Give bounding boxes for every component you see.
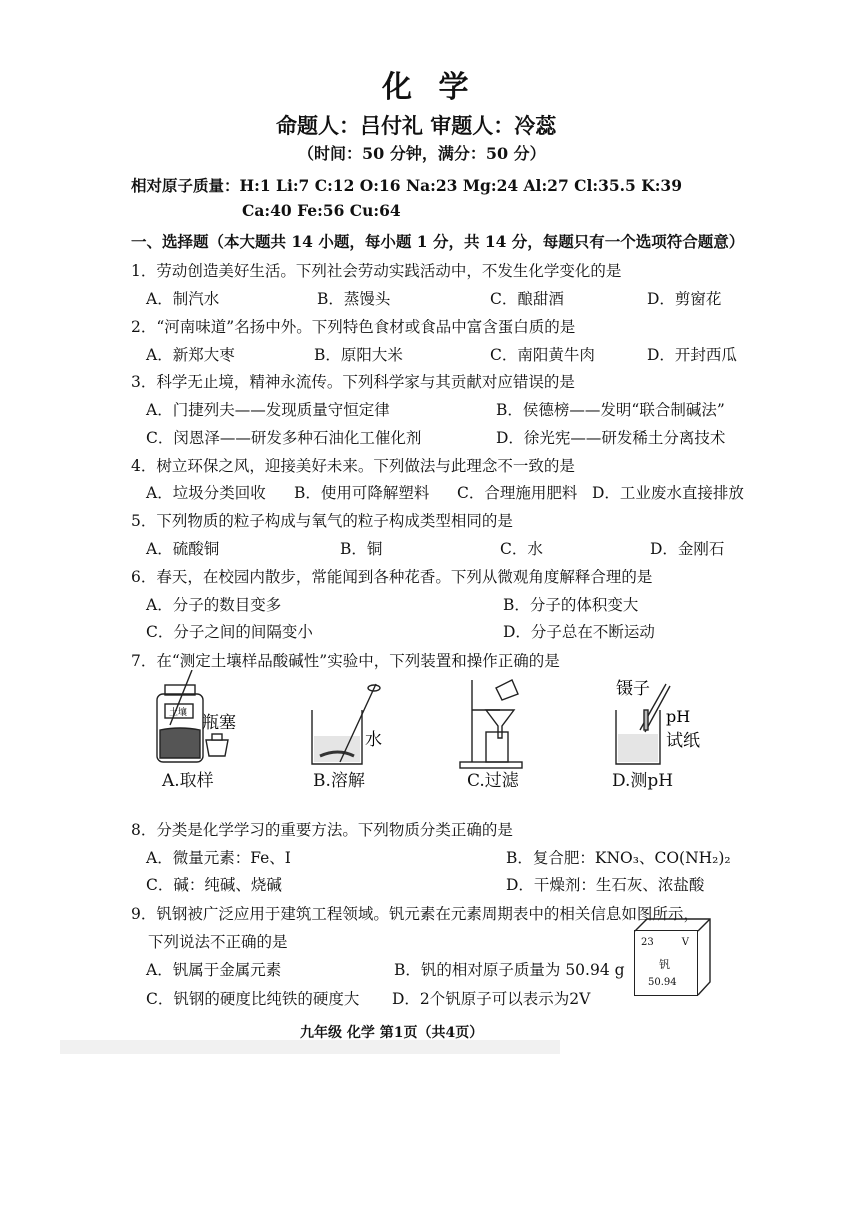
q8-option-d: D．干燥剂：生石灰、浓盐酸	[506, 876, 705, 894]
q3-option-b: B．侯德榜——发明“联合制碱法”	[496, 401, 725, 419]
element-name: 钒	[659, 958, 670, 971]
q7-option-a: A.取样	[162, 771, 214, 791]
question-2-stem: 2．“河南味道”名扬中外。下列特色食材或食品中富含蛋白质的是	[131, 318, 576, 336]
scan-artifact	[60, 1040, 560, 1054]
bottle-label: 土壤	[169, 708, 188, 718]
question-9-stem: 9．钒钢被广泛应用于建筑工程领域。钒元素在元素周期表中的相关信息如图所示，	[131, 905, 699, 923]
q4-option-c: C．合理施用肥料	[457, 484, 578, 502]
q5-option-d: D．金刚石	[650, 540, 725, 558]
q6-option-d: D．分子总在不断运动	[503, 623, 655, 641]
q1-option-b: B．蒸馒头	[317, 290, 391, 308]
q3-option-a: A．门捷列夫——发现质量守恒定律	[146, 401, 390, 419]
q2-option-a: A．新郑大枣	[146, 346, 235, 364]
q3-option-c: C．闵恩泽——研发多种石油化工催化剂	[146, 429, 422, 447]
q7-option-d: D.测pH	[612, 771, 674, 791]
q1-option-c: C．酿甜酒	[490, 290, 564, 308]
question-8-stem: 8．分类是化学学习的重要方法。下列物质分类正确的是	[131, 821, 513, 839]
time-score-line: （时间：50 分钟，满分：50 分）	[298, 144, 546, 163]
bottle-stopper-icon	[206, 734, 228, 756]
q2-option-c: C．南阳黄牛肉	[490, 346, 595, 364]
atomic-mass-line-2: Ca:40 Fe:56 Cu:64	[242, 201, 401, 220]
q7-option-c: C.过滤	[467, 771, 519, 791]
q5-option-b: B．铜	[340, 540, 383, 558]
q8-option-b: B．复合肥：KNO₃、CO(NH₂)₂	[506, 849, 731, 867]
q6-option-c: C．分子之间的间隔变小	[146, 623, 313, 641]
beaker-stirring-icon	[312, 684, 380, 764]
element-symbol: V	[681, 937, 689, 948]
filtration-stand-icon	[460, 680, 522, 768]
q5-option-a: A．硫酸铜	[146, 540, 220, 558]
question-7-stem: 7．在“测定土壤样品酸碱性”实验中，下列装置和操作正确的是	[131, 652, 560, 670]
stopper-label: 瓶塞	[202, 713, 236, 733]
tweezers-label: 镊子	[616, 679, 650, 699]
q3-option-d: D．徐光宪——研发稀土分离技术	[496, 429, 726, 447]
q6-option-a: A．分子的数目变多	[146, 596, 282, 614]
element-mass: 50.94	[648, 977, 677, 988]
q9-option-a: A．钒属于金属元素	[146, 961, 282, 979]
q1-option-d: D．剪窗花	[647, 290, 722, 308]
q6-option-b: B．分子的体积变大	[503, 596, 639, 614]
question-4-stem: 4．树立环保之风，迎接美好未来。下列做法与此理念不一致的是	[131, 457, 575, 475]
authors-line: 命题人：吕付礼 审题人：冷蕊	[276, 113, 557, 138]
element-number: 23	[641, 937, 654, 948]
q2-option-b: B．原阳大米	[314, 346, 403, 364]
water-label: 水	[365, 730, 382, 750]
q4-option-b: B．使用可降解塑料	[294, 484, 430, 502]
q8-option-c: C．碱：纯碱、烧碱	[146, 876, 282, 894]
question-9-stem-2: 下列说法不正确的是	[148, 933, 288, 951]
atomic-mass-line-1: 相对原子质量：H:1 Li:7 C:12 O:16 Na:23 Mg:24 Al:27 Cl:35.5 K:39	[131, 176, 682, 195]
q9-option-b: B．钒的相对原子质量为 50.94 g	[394, 961, 625, 979]
question-5-stem: 5．下列物质的粒子构成与氧气的粒子构成类型相同的是	[131, 512, 513, 530]
question-6-stem: 6．春天，在校园内散步，常能闻到各种花香。下列从微观角度解释合理的是	[131, 568, 653, 586]
question-3-stem: 3．科学无止境，精神永流传。下列科学家与其贡献对应错误的是	[131, 373, 575, 391]
paper-label: 试纸	[666, 731, 700, 751]
q4-option-d: D．工业废水直接排放	[592, 484, 744, 502]
q5-option-c: C．水	[500, 540, 543, 558]
q4-option-a: A．垃圾分类回收	[146, 484, 266, 502]
q9-option-d: D．2个钒原子可以表示为2V	[392, 990, 591, 1008]
page-footer: 九年级 化学 第1页（共4页）	[300, 1025, 484, 1041]
q8-option-a: A．微量元素：Fe、I	[146, 849, 291, 867]
q1-option-a: A．制汽水	[146, 290, 220, 308]
page-title: 化 学	[382, 70, 477, 105]
q9-option-c: C．钒钢的硬度比纯铁的硬度大	[146, 990, 360, 1008]
question-1-stem: 1．劳动创造美好生活。下列社会劳动实践活动中，不发生化学变化的是	[131, 262, 622, 280]
q7-option-b: B.溶解	[313, 771, 365, 791]
q2-option-d: D．开封西瓜	[647, 346, 737, 364]
element-card-3d-edge	[634, 918, 714, 998]
ph-label: pH	[666, 707, 691, 726]
section-heading: 一、选择题（本大题共 14 小题，每小题 1 分，共 14 分，每题只有一个选项符合题意）	[131, 232, 745, 251]
